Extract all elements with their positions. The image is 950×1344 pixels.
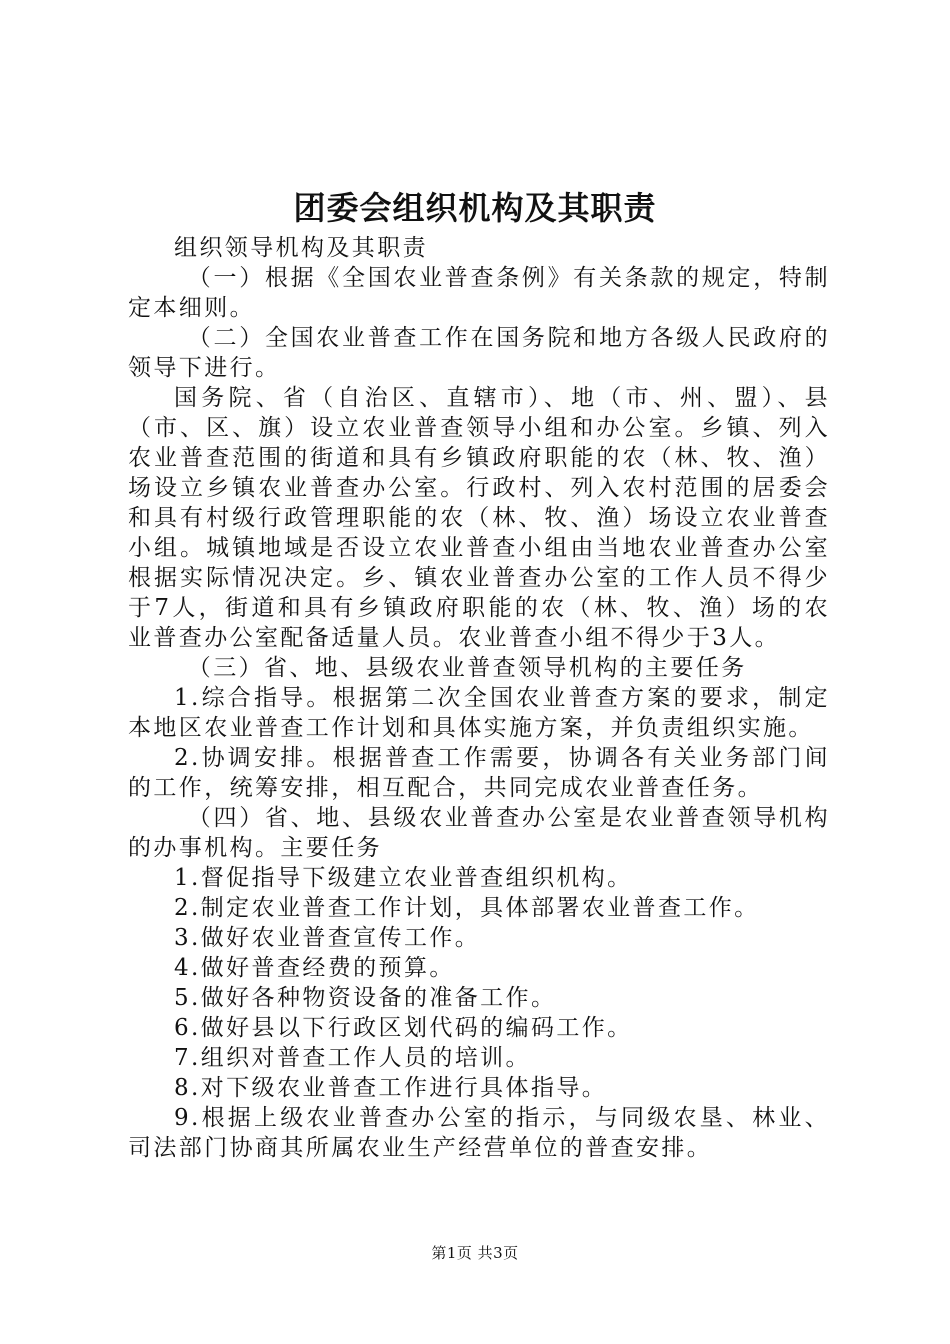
paragraph-duty-6: 6.做好县以下行政区划代码的编码工作。 (174, 1015, 633, 1041)
paragraph-duty-1: 1.督促指导下级建立农业普查组织机构。 (174, 865, 633, 891)
paragraph-item-3-heading: （三）省、地、县级农业普查领导机构的主要任务 (187, 655, 747, 681)
document-body (128, 233, 830, 1163)
paragraph-item-1: （一）根据《全国农业普查条例》有关条款的规定，特制定本细则。 (128, 265, 830, 321)
paragraph-item-4-heading: （四）省、地、县级农业普查办公室是农业普查领导机构的办事机构。主要任务 (128, 805, 830, 861)
paragraph-task-1: 1.综合指导。根据第二次全国农业普查方案的要求，制定本地区农业普查工作计划和具体实施方案，并负责组织实施。 (128, 685, 830, 741)
paragraph-item-2: （二）全国农业普查工作在国务院和地方各级人民政府的领导下进行。 (128, 325, 830, 381)
paragraph-organization: 国务院、省（自治区、直辖市）、地（市、州、盟）、县（市、区、旗）设立农业普查领导小组和办公室。乡镇、列入农业普查范围的街道和具有乡镇政府职能的农（林、牧、渔）场设立乡镇农业普查办公室。行政村、列入农村范围的居委会和具有村级行政管理职能的农（林、牧、渔）场设立农业普查小组。城镇地域是否设立农业普查小组由当地农业普查办公室根据实际情况决定。乡、镇农业普查办公室的工作人员不得少于7人，街道和具有乡镇政府职能的农（林、牧、渔）场的农业普查办公室配备适量人员。农业普查小组不得少于3人。 (128, 385, 830, 651)
paragraph-duty-2: 2.制定农业普查工作计划，具体部署农业普查工作。 (174, 895, 760, 921)
paragraph-duty-3: 3.做好农业普查宣传工作。 (174, 925, 481, 951)
paragraph-duty-7: 7.组织对普查工作人员的培训。 (174, 1045, 531, 1071)
document-title: 团委会组织机构及其职责 (293, 189, 657, 227)
paragraph-section-heading: 组织领导机构及其职责 (174, 235, 428, 261)
page-number-footer: 第1页 共3页 (431, 1244, 519, 1262)
paragraph-duty-5: 5.做好各种物资设备的准备工作。 (174, 985, 557, 1011)
paragraph-duty-4: 4.做好普查经费的预算。 (174, 955, 455, 981)
paragraph-task-2: 2.协调安排。根据普查工作需要，协调各有关业务部门间的工作，统筹安排，相互配合，共同完成农业普查任务。 (128, 745, 830, 801)
paragraph-duty-9: 9.根据上级农业普查办公室的指示，与同级农垦、林业、司法部门协商其所属农业生产经营单位的普查安排。 (128, 1105, 830, 1161)
paragraph-duty-8: 8.对下级农业普查工作进行具体指导。 (174, 1075, 608, 1101)
